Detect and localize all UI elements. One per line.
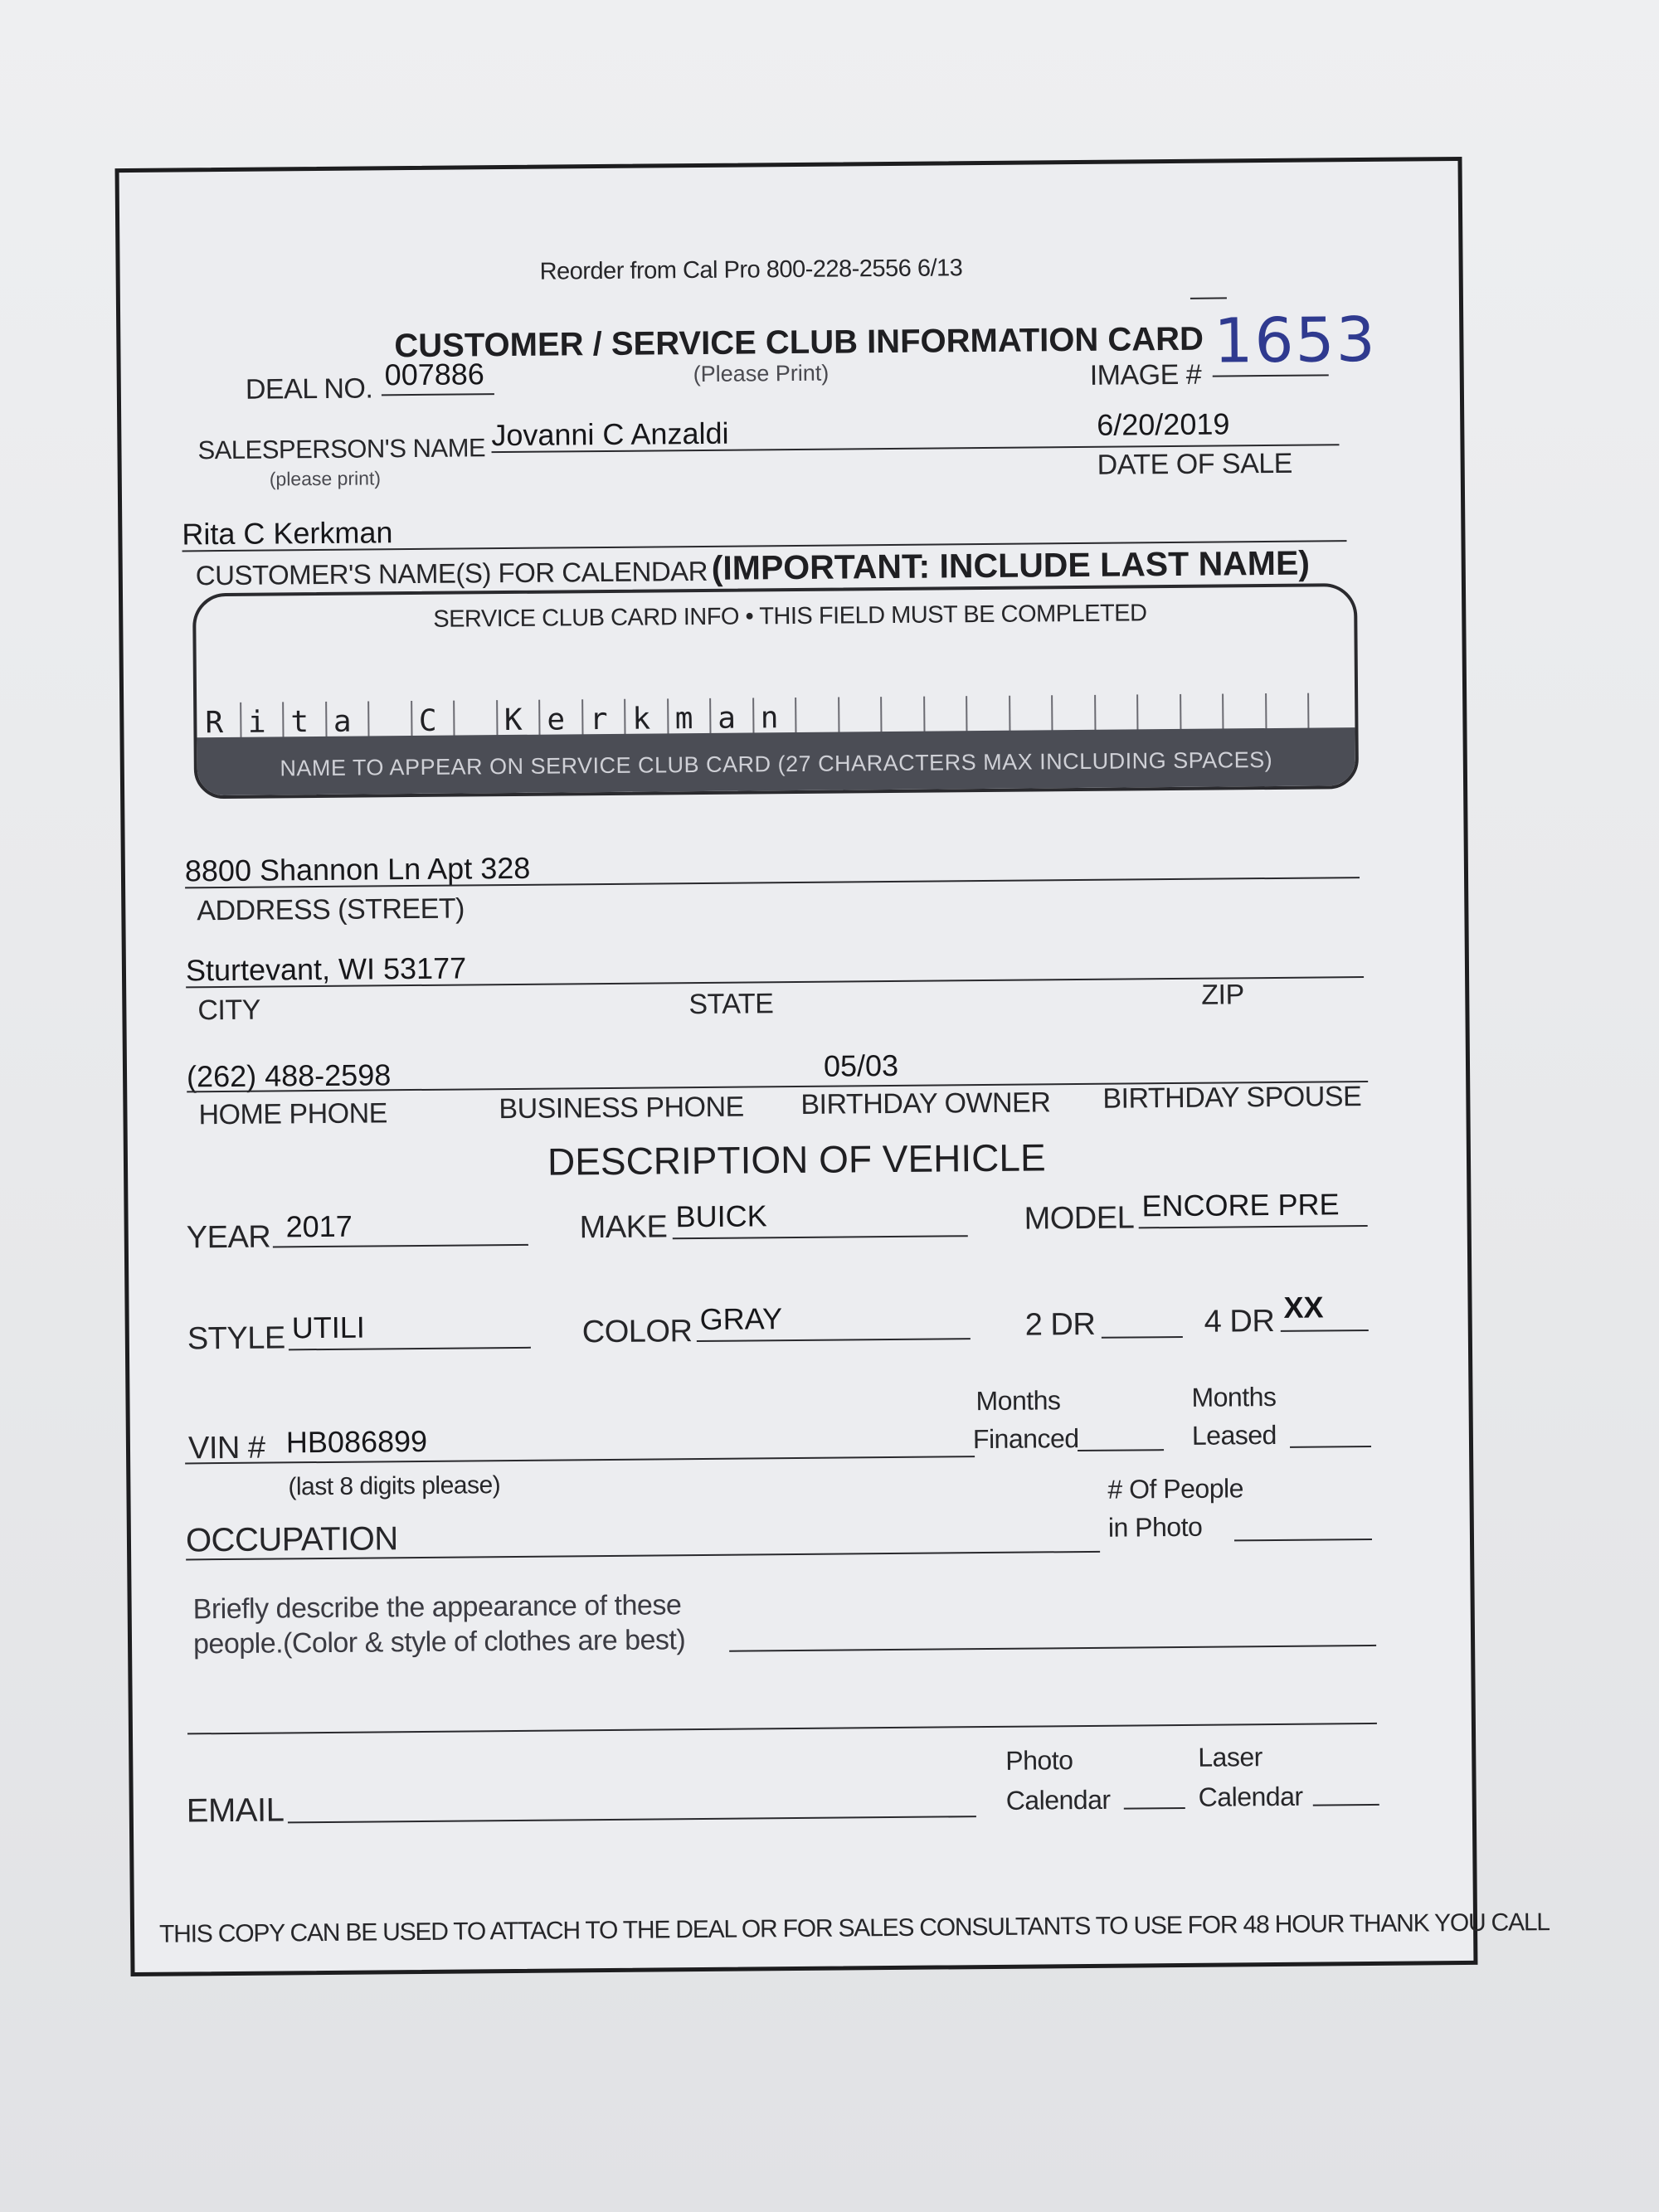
deal-number-line (382, 393, 494, 396)
reorder-note: Reorder from Cal Pro 800-228-2556 6/13 (539, 255, 963, 285)
photo-calendar-line (1124, 1807, 1185, 1810)
name-cell-divider (709, 698, 711, 737)
name-cell-divider (1180, 694, 1181, 732)
name-cell-divider (1222, 693, 1224, 732)
image-number-value[interactable]: 1653 (1214, 304, 1378, 377)
make-label: MAKE (579, 1209, 668, 1246)
four-door-line (1281, 1330, 1369, 1332)
style-line (289, 1347, 531, 1351)
birthday-owner-label: BIRTHDAY OWNER (800, 1087, 1051, 1121)
name-cell-divider (282, 702, 284, 740)
laser-calendar-line (1313, 1804, 1379, 1806)
describe-line-2: people.(Color & style of clothes are best) (192, 1624, 686, 1660)
make-line (673, 1235, 968, 1239)
salesperson-value[interactable]: Jovanni C Anzaldi (491, 416, 729, 453)
name-cell-divider (1051, 695, 1053, 733)
card-title: CUSTOMER / SERVICE CLUB INFORMATION CARD (394, 320, 1204, 365)
name-cell-divider (923, 697, 925, 735)
name-cell-divider (1094, 695, 1096, 733)
home-phone-value[interactable]: (262) 488-2598 (186, 1057, 392, 1094)
image-number-label: IMAGE # (1089, 358, 1202, 391)
name-cell-divider (1307, 693, 1309, 732)
name-cell-divider (496, 700, 498, 738)
describe-line-1: Briefly describe the appearance of these (192, 1589, 682, 1626)
zip-label: ZIP (1201, 979, 1244, 1011)
name-cell-letter: e (547, 702, 566, 737)
service-club-footer: NAME TO APPEAR ON SERVICE CLUB CARD (27 CHARACTERS MAX INCLUDING SPACES) (280, 746, 1273, 781)
deal-number-label: DEAL NO. (245, 372, 373, 406)
two-door-label: 2 DR (1024, 1306, 1096, 1343)
home-phone-label: HOME PHONE (198, 1097, 387, 1131)
name-cell-letter: a (718, 701, 737, 736)
name-cell-letter: i (247, 705, 266, 740)
people-count-label-2: in Photo (1107, 1511, 1203, 1543)
model-label: MODEL (1024, 1200, 1135, 1237)
photo-calendar-top: Photo (1005, 1745, 1073, 1776)
name-cell-divider (581, 699, 583, 737)
salesperson-sub: (please print) (269, 467, 382, 490)
name-cell-divider (880, 697, 882, 735)
vin-value[interactable]: HB086899 (285, 1423, 428, 1460)
name-cell-letter: t (290, 705, 309, 740)
name-cell-divider (367, 701, 369, 739)
name-cell-divider (453, 701, 455, 739)
name-cell-letter: k (632, 702, 651, 737)
image-mark (1190, 297, 1227, 299)
occupation-label: OCCUPATION (185, 1520, 398, 1559)
style-label: STYLE (187, 1320, 285, 1357)
email-line (288, 1816, 976, 1823)
business-phone-label: BUSINESS PHONE (499, 1091, 744, 1125)
laser-calendar-top: Laser (1198, 1742, 1262, 1772)
city-label: CITY (197, 994, 260, 1027)
name-cell-letter: R (205, 706, 224, 741)
four-door-label: 4 DR (1204, 1303, 1275, 1339)
image-number-line (1213, 374, 1329, 377)
date-of-sale-value[interactable]: 6/20/2019 (1097, 406, 1230, 442)
photo-calendar-label: Calendar (1005, 1784, 1111, 1816)
vin-label: VIN # (187, 1430, 265, 1466)
important-note: (IMPORTANT: INCLUDE LAST NAME) (711, 543, 1311, 587)
name-cell-divider (411, 701, 412, 739)
city-value[interactable]: Sturtevant, WI 53177 (185, 950, 467, 988)
salesperson-label: SALESPERSON'S NAME (197, 433, 486, 465)
name-cell-divider (667, 698, 669, 737)
months-leased-top: Months (1191, 1381, 1277, 1412)
name-cell-letter: n (760, 701, 779, 736)
style-value[interactable]: UTILI (291, 1310, 365, 1345)
name-cell-letter: C (418, 703, 437, 738)
name-cell-divider (838, 698, 839, 736)
name-cell-letter: r (589, 702, 608, 737)
deal-number-value[interactable]: 007886 (384, 357, 485, 392)
make-value[interactable]: BUICK (675, 1198, 767, 1234)
year-value[interactable]: 2017 (285, 1208, 353, 1244)
color-label: COLOR (581, 1314, 693, 1350)
name-cell-divider (240, 702, 241, 741)
address-label: ADDRESS (STREET) (197, 892, 465, 927)
date-of-sale-label: DATE OF SALE (1097, 447, 1293, 481)
name-cell-divider (538, 700, 540, 738)
model-value[interactable]: ENCORE PRE (1141, 1187, 1340, 1223)
vin-sub: (last 8 digits please) (288, 1471, 501, 1501)
birthday-spouse-label: BIRTHDAY SPOUSE (1102, 1081, 1362, 1115)
service-club-box (192, 583, 1359, 799)
leased-line (1290, 1446, 1371, 1448)
two-door-line (1102, 1336, 1183, 1339)
info-card (115, 157, 1550, 1976)
service-club-band (197, 727, 1356, 795)
name-cell-divider (325, 702, 327, 740)
name-cell-divider (795, 698, 796, 736)
financed-line (1078, 1449, 1164, 1451)
name-cell-divider (752, 698, 754, 736)
people-count-line (1234, 1539, 1372, 1541)
color-value[interactable]: GRAY (699, 1301, 783, 1337)
laser-calendar-label: Calendar (1198, 1781, 1303, 1812)
people-count-label-1: # Of People (1107, 1473, 1244, 1505)
name-cell-divider (624, 699, 625, 737)
year-line (273, 1244, 528, 1248)
vehicle-heading: DESCRIPTION OF VEHICLE (547, 1135, 1046, 1184)
name-cell-divider (1009, 696, 1010, 734)
describe-line-extra (187, 1723, 1377, 1735)
months-financed-top: Months (975, 1385, 1061, 1417)
email-label: EMAIL (186, 1791, 285, 1830)
name-cell-divider (1136, 694, 1138, 732)
service-club-header: SERVICE CLUB CARD INFO • THIS FIELD MUST BE COMPLETED (433, 600, 1147, 633)
name-cell-divider (966, 696, 967, 734)
months-leased-label: Leased (1191, 1419, 1277, 1451)
name-cell-divider (1265, 693, 1267, 732)
name-cell-letter: m (674, 702, 693, 737)
name-cell-letter: K (504, 702, 523, 738)
months-financed-label: Financed (972, 1423, 1079, 1455)
state-label: STATE (688, 988, 774, 1021)
model-line (1139, 1225, 1368, 1228)
birthday-owner-value[interactable]: 05/03 (823, 1048, 899, 1083)
four-door-value[interactable]: XX (1283, 1290, 1324, 1325)
address-value[interactable]: 8800 Shannon Ln Apt 328 (184, 850, 531, 888)
year-label: YEAR (186, 1219, 271, 1256)
card-footer: THIS COPY CAN BE USED TO ATTACH TO THE DEAL OR FOR SALES CONSULTANTS TO USE FOR 48 HOUR THANK YOU CALL (158, 1908, 1550, 1948)
name-cell-letter: a (333, 704, 352, 739)
color-line (697, 1338, 971, 1342)
customer-name-value[interactable]: Rita C Kerkman (182, 515, 393, 552)
describe-line (729, 1645, 1376, 1652)
please-print-note: (Please Print) (693, 360, 830, 387)
customer-name-label: CUSTOMER'S NAME(S) FOR CALENDAR (195, 555, 708, 591)
